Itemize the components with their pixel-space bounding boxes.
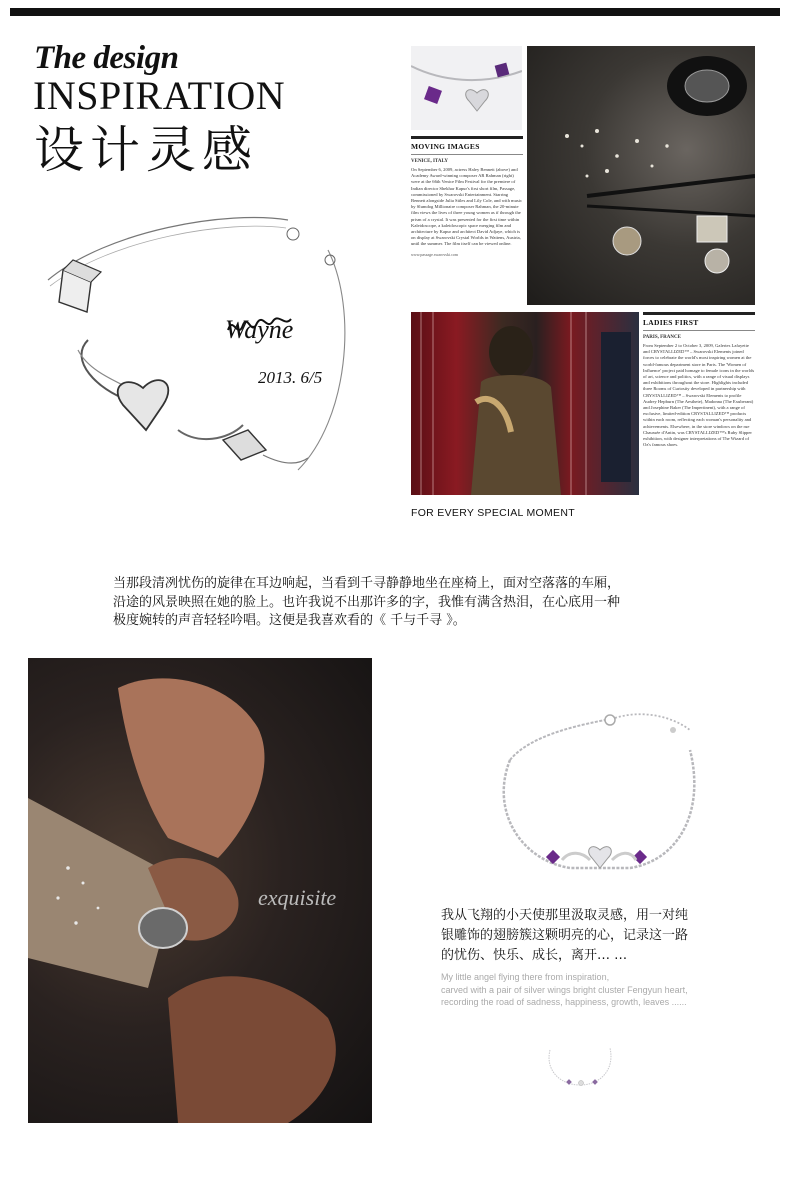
bracelet-product-thumbnail (545, 1040, 620, 1090)
article-heading: MOVING IMAGES (411, 142, 480, 151)
description-line: My little angel flying there from inspiration, (441, 972, 610, 982)
article-rule-thin (643, 330, 755, 331)
article-body: From September 2 to October 3, 2009, Galeries Lafayette and CRYSTALLIZED™ – Swarovski Elements joined forces to celebrate the world's most inspiring women at the world-famous department store in Paris. The 'Women of Influence' project paid homage to female icons in the worlds of art, science and politics, with a range of visual displays and exhibitions throughout the store. Highlights included three Rooms of Curiosity developed in partnership with CRYSTALLIZED™ – Swarovski Elements to profile Audrey Hepburn (The Aesthete), Madonna (The Exuberant) and Josephine Baker (The Impertinent), with a range of exclusive, limited-edition CRYSTALLIZED™ products within each room, reflecting each woman's personality and achievements. Elsewhere, in the store windows on the rue Chaussée d'Antin, was CRYSTALLIZED™'s Ruby Slipper exhibition, with designer interpretations of The Wizard of Oz's famous shoes. (643, 343, 755, 448)
description-line: 的忧伤、快乐、成长，离开… … (441, 948, 628, 963)
description-line: 银雕饰的翅膀簇这颗明亮的心，记录这一路 (441, 928, 689, 943)
top-rule (10, 8, 780, 16)
description-line: recording the road of sadness, happiness, growth, leaves ...... (441, 997, 687, 1007)
article-ladies-first (643, 312, 755, 495)
paragraph-line: 沿途的风景映照在她的脸上。也许我说不出那许多的字，我惟有满含热泪，在心底用一种 (113, 594, 621, 610)
article-rule (411, 136, 523, 139)
description-line: carved with a pair of silver wings bright cluster Fengyun heart, (441, 984, 688, 995)
title-script: The design (34, 40, 179, 76)
article-rule (643, 312, 755, 315)
bracelet-sketch (28, 190, 378, 510)
bracelet-product-image (490, 700, 710, 880)
bracelet-photo-small (411, 46, 522, 130)
paragraph-line: 极度婉转的声音轻轻吟唱。这便是我喜欢看的《 千与千寻 》。 (113, 613, 466, 628)
article-body: On September 6, 2009, actress Haley Bennett (above) and Academy Award-winning composer AR Rahman (right) were at the 66th Venice Film Festival for the premiere of Indian director Shekhar Kapur's first short film, Passage, commissioned by Swarovski Entertainment. Starring Bennett alongside Julia Stiles and Lily Cole, and with music by Slumdog Millionaire composer Rahman, the 20-minute film views the lives of three young women as if through the prism of a crystal. It was presented for the first time within Kaleidoscope, a kaleidoscopic space merging film and architecture by Kapur and architect David Adjaye, which is on display at Swarovski Crystal Worlds in Wattens, Austria, until the summer. The film itself can be viewed online. (411, 167, 523, 247)
article-place: PARIS, FRANCE (643, 335, 681, 340)
description-line: 我从飞翔的小天使那里汲取灵感，用一对纯 (441, 908, 689, 923)
sketch-date: 2013. 6/5 (258, 368, 323, 387)
tagline: FOR EVERY SPECIAL MOMENT (411, 507, 575, 519)
article-place: VENICE, ITALY (411, 159, 448, 164)
article-moving-images (411, 136, 523, 306)
paragraph-line: 当那段清冽忧伤的旋律在耳边响起，当看到千寻静静地坐在座椅上，面对空落落的车厢， (113, 576, 621, 591)
article-footer: www.passage.swarovski.com (411, 251, 458, 257)
crystal-gems-photo (527, 46, 755, 305)
article-rule-thin (411, 154, 523, 155)
article-heading: LADIES FIRST (643, 318, 699, 327)
product-description-en (441, 971, 741, 1009)
designer-signature: Wayne (225, 315, 294, 344)
photo-caption: exquisite (258, 885, 337, 910)
story-paragraph (113, 575, 693, 631)
title-chinese: 设计灵感 (34, 121, 258, 179)
fashion-window-photo (411, 312, 639, 495)
product-description-cn (441, 906, 741, 966)
title-main: INSPIRATION (33, 73, 286, 118)
